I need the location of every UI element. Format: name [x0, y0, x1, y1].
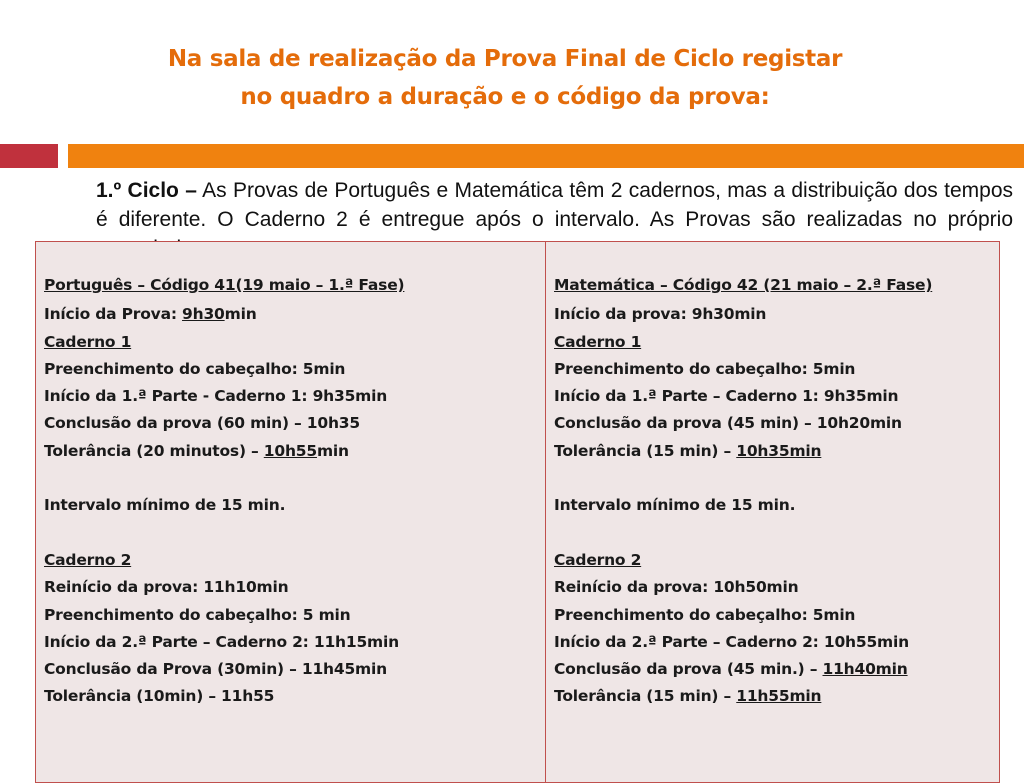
portuguese-caderno-2: Caderno 2	[44, 550, 132, 569]
portuguese-c2-line-5: Tolerância (10min) – 11h55	[44, 687, 275, 706]
portuguese-tolerance-line	[44, 438, 545, 465]
mathematics-start-line: Início da prova: 9h30min	[554, 305, 767, 324]
portuguese-column	[36, 242, 546, 782]
mathematics-conclusion-time: 11h40min	[822, 660, 908, 679]
mathematics-caderno-2: Caderno 2	[554, 550, 642, 569]
portuguese-tolerance-suffix: min	[316, 441, 349, 460]
intro-bold-label: 1.º Ciclo –	[96, 179, 197, 202]
intro-text: As Provas de Português e Matemática têm 2 cadernos, mas a distribuição dos tempos é diferente. O Caderno 2 é entregue após o intervalo. As Provas são realizadas no próprio	[96, 179, 1013, 231]
mathematics-tolerance-line	[554, 438, 999, 465]
mathematics-column	[546, 242, 999, 782]
mathematics-c2-line-5	[554, 683, 999, 710]
mathematics-header: Matemática – Código 42 (21 maio – 2.ª Fase)	[554, 276, 933, 294]
mathematics-final-tolerance-time: 11h55min	[736, 687, 822, 706]
portuguese-c2-line-2: Preenchimento do cabeçalho: 5 min	[44, 605, 351, 624]
mathematics-c1-line-1: Preenchimento do cabeçalho: 5min	[554, 359, 856, 378]
portuguese-tolerance-label: Tolerância (20 minutos) –	[44, 441, 264, 460]
portuguese-c2-line-4: Conclusão da Prova (30min) – 11h45min	[44, 660, 387, 679]
mathematics-tolerance-label: Tolerância (15 min) –	[554, 441, 737, 460]
mathematics-c2-line-1: Reinício da prova: 10h50min	[554, 578, 799, 597]
schedule-table	[35, 241, 1000, 783]
portuguese-caderno-1: Caderno 1	[44, 332, 132, 351]
mathematics-c2-line-3: Início da 2.ª Parte – Caderno 2: 10h55min	[554, 632, 909, 651]
mathematics-interval: Intervalo mínimo de 15 min.	[554, 496, 796, 515]
slide-title-line-2: no quadro a duração e o código da prova:	[240, 84, 770, 110]
portuguese-tolerance-time: 10h55	[263, 441, 317, 460]
portuguese-c1-line-1: Preenchimento do cabeçalho: 5min	[44, 359, 346, 378]
accent-bar-right	[68, 144, 1024, 168]
mathematics-conclusion-label: Conclusão da prova (45 min.) –	[554, 660, 823, 679]
portuguese-c2-line-1: Reinício da prova: 11h10min	[44, 578, 289, 597]
portuguese-header: Português – Código 41(19 maio – 1.ª Fase)	[44, 276, 405, 294]
mathematics-c2-line-2: Preenchimento do cabeçalho: 5min	[554, 605, 856, 624]
portuguese-start-time: 9h30	[182, 305, 225, 324]
portuguese-start-label: Início da Prova:	[44, 305, 183, 324]
slide-title	[0, 40, 1010, 116]
portuguese-c1-line-2: Início da 1.ª Parte - Caderno 1: 9h35min	[44, 387, 388, 406]
portuguese-interval: Intervalo mínimo de 15 min.	[44, 496, 286, 515]
mathematics-final-tolerance-label: Tolerância (15 min) –	[554, 687, 737, 706]
mathematics-c1-line-3: Conclusão da prova (45 min) – 10h20min	[554, 414, 902, 433]
portuguese-c1-line-3: Conclusão da prova (60 min) – 10h35	[44, 414, 360, 433]
mathematics-tolerance-time: 10h35min	[736, 441, 822, 460]
portuguese-start-line	[44, 301, 545, 328]
mathematics-caderno-1: Caderno 1	[554, 332, 642, 351]
mathematics-c2-line-4	[554, 656, 999, 683]
accent-bar-left	[0, 144, 58, 168]
mathematics-c1-line-2: Início da 1.ª Parte – Caderno 1: 9h35min	[554, 387, 899, 406]
portuguese-c2-line-3: Início da 2.ª Parte – Caderno 2: 11h15min	[44, 632, 399, 651]
slide-title-line-1: Na sala de realização da Prova Final de Ciclo registar	[167, 46, 843, 72]
portuguese-start-suffix: min	[224, 305, 257, 324]
